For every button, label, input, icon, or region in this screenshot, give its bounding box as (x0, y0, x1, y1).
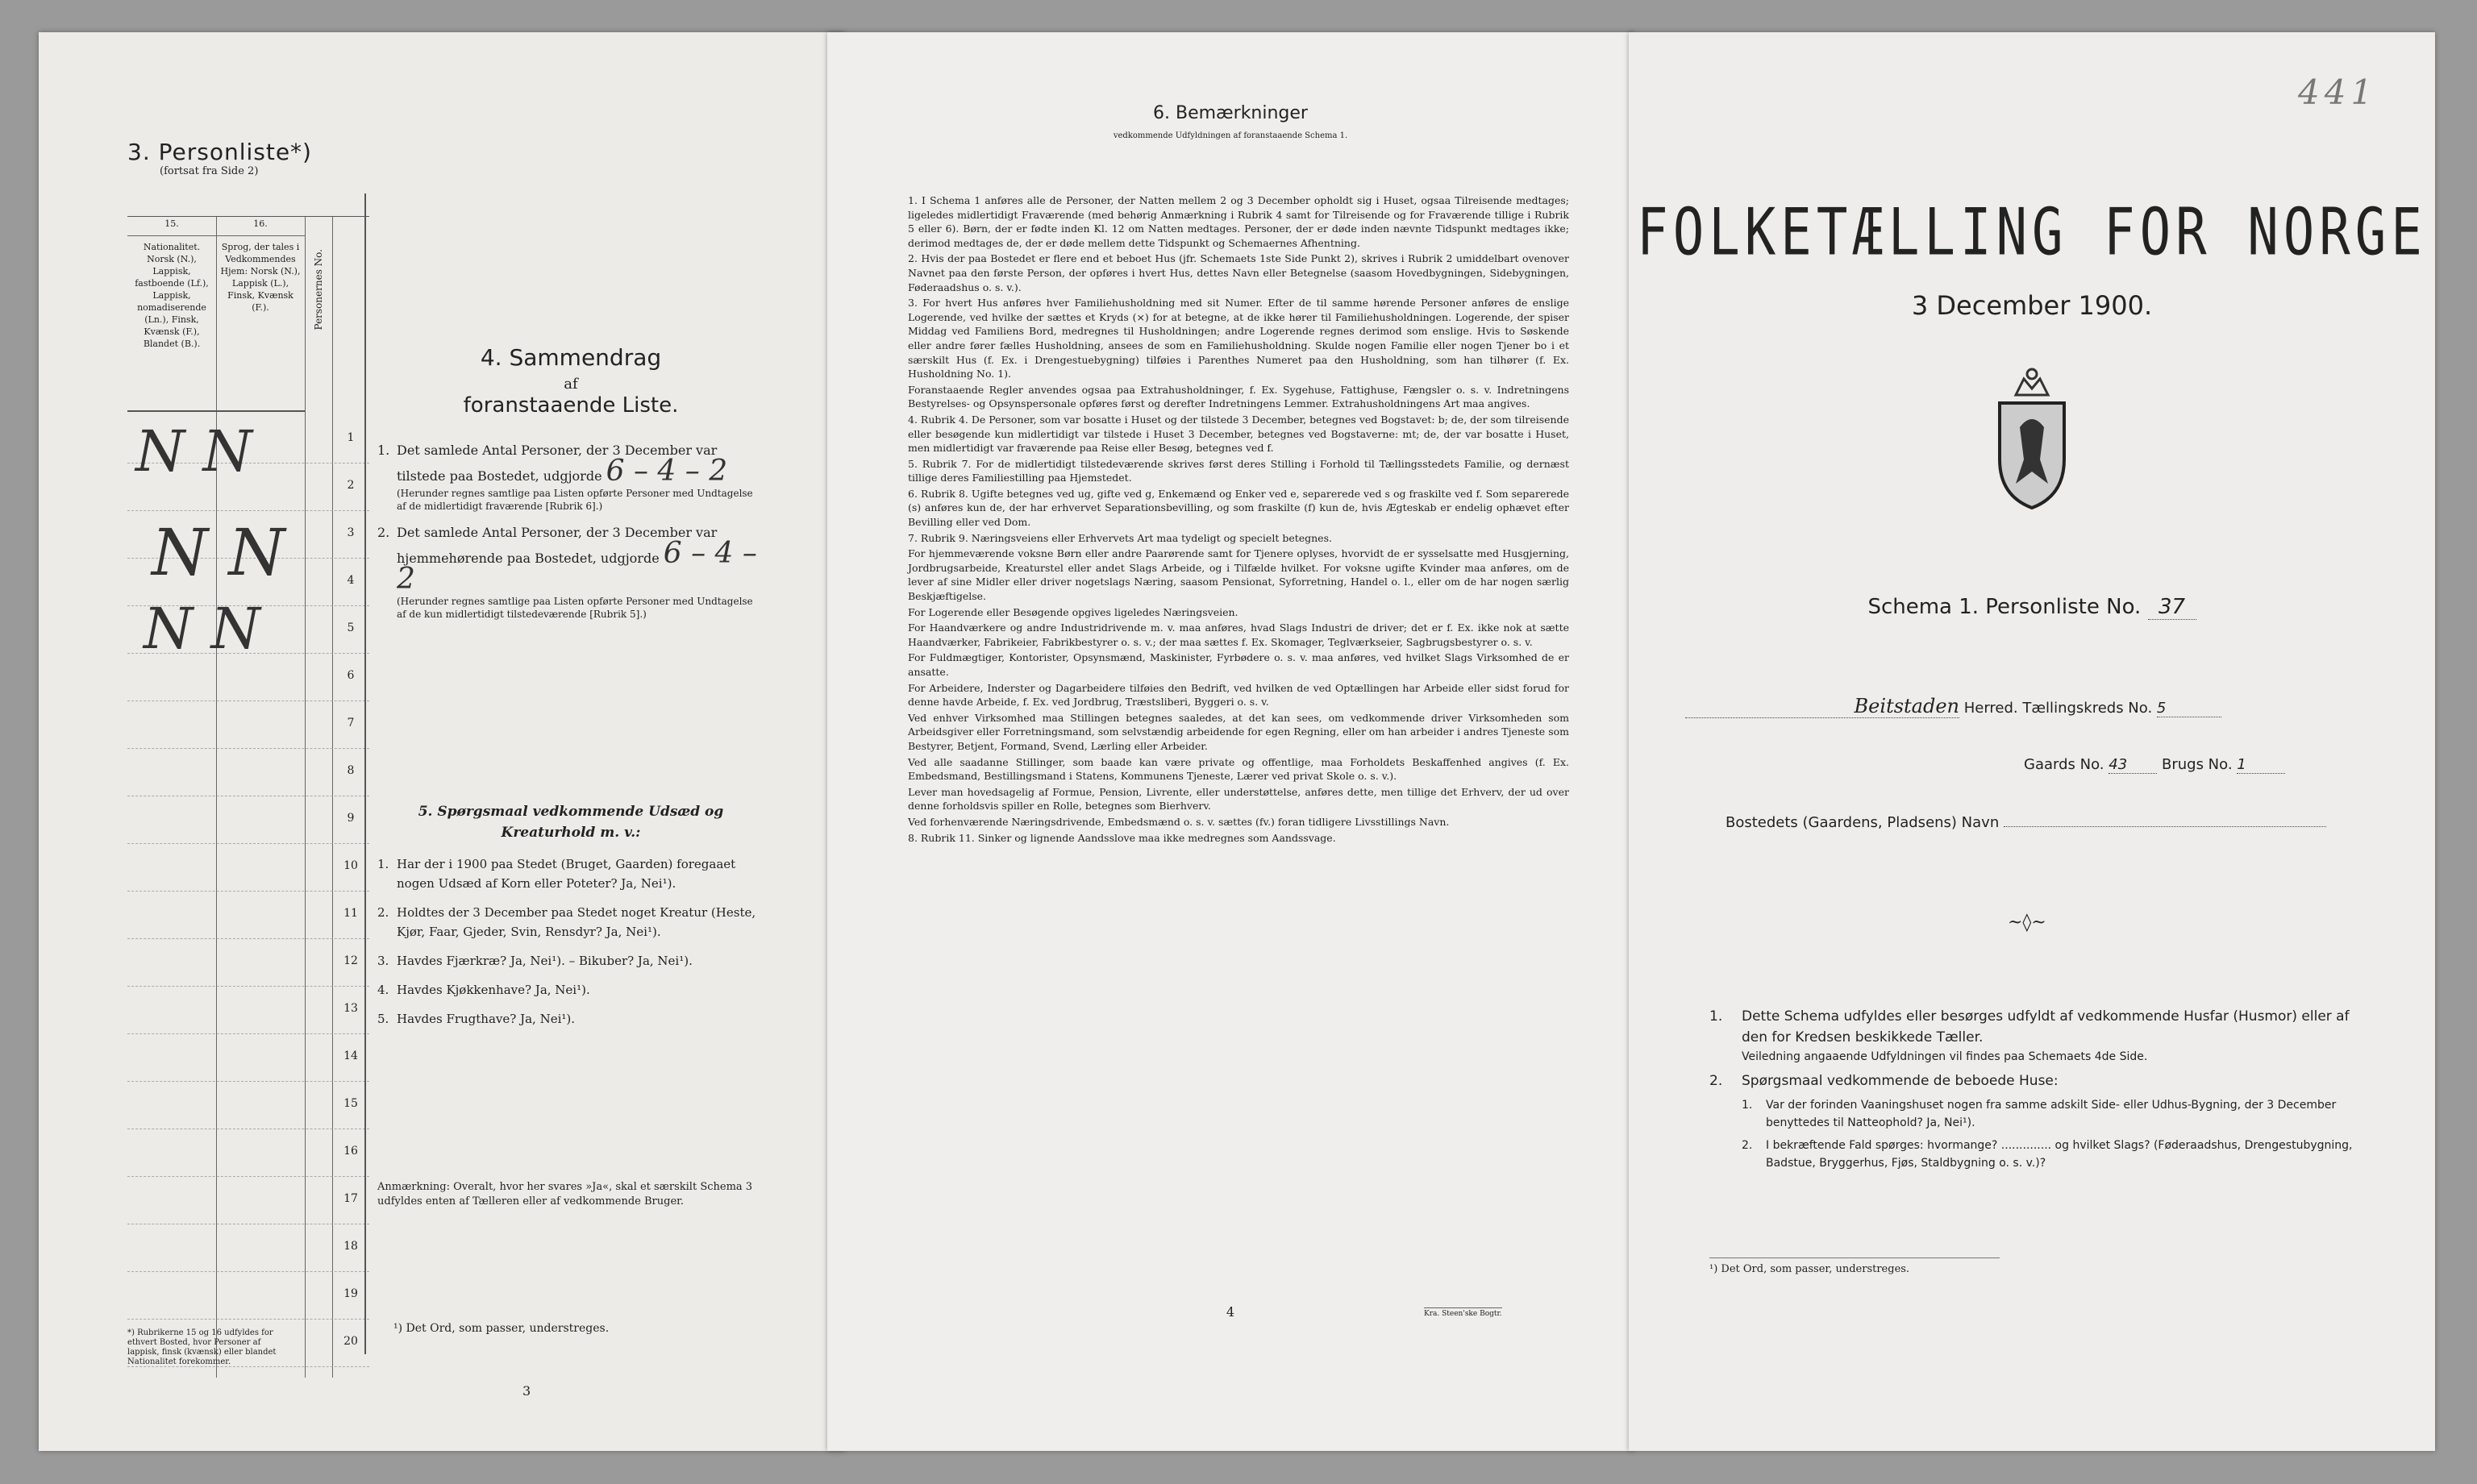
remark-1: 1. I Schema 1 anføres alle de Personer, der Natten mellem 2 og 3 December opholdt sig i Huset, ogsaa Tilreisende medtages; ligeledes midlertidigt Fraværende (med behørig Anmærkning i Rubrik 4 samt for Tilreisende og for Fraværende tillige i Rubrik 5 eller 6). Børn, der er fødte inden Kl. 12 om Natten medtages. Personer, der er døde inden nævnte Tidspunkt medtages ikke; derimod medtages de, der er døde mellem dette Tidspunkt og Schemaernes Afhentning. (908, 194, 1569, 249)
column-16-header: 16. (216, 217, 305, 236)
questions-title: 5. Spørgsmaal vedkommende Udsæd og Kreaturhold m. v.: (418, 804, 724, 841)
row-line (127, 510, 369, 511)
summary-item-1-text: Det samlede Antal Personer, der 3 December var tilstede paa Bostedet, udgjorde (397, 443, 718, 484)
archive-stamp: 441 (2298, 73, 2378, 112)
remark-3: 3. For hvert Hus anføres hver Familiehusholdning med sit Numer. Efter de til samme hørende Personer anføres de enslige Logerende, ved hvilke der sættes et Kryds (×) for at betegne, at de ikke hører til Familiehusholdningen. Logerende, der spiser Middag ved Familiens Bord, medregnes til Husholdningen; andre Logerende regnes derimod som enslige. Hvis to Søskende eller andre fører fælles Husholdning, ansees de som en Familiehusholdning. Skulde nogen Familie eller nogen Tjener bo i et særskilt Hus (f. Ex. i Drengestuebygning) tilføies i Parenthes Numeret paa den Husholdning, som han tilhører (f. Ex. Husholdning No. 1). (908, 297, 1569, 380)
question-3-text: Havdes Fjærkræ? Ja, Nei¹). – Bikuber? Ja, Nei¹). (397, 954, 693, 968)
remark-8: 8. Rubrik 11. Sinker og lignende Aandsslove maa ikke medregnes som Aandssvage. (908, 831, 1336, 844)
brugs-label: Brugs No. (2161, 756, 2233, 773)
remark-7h: Lever man hovedsagelig af Formue, Pension, Livrente, eller understøttelse, anføres dette, men tillige det Erhverv, der ud over denne forholdsvis spiller en Rolle, betegnes som Bierhverv. (908, 785, 1569, 813)
person-list (127, 139, 369, 1380)
question-2-text: Holdtes der 3 December paa Stedet noget Kreatur (Heste, Kjør, Faar, Gjeder, Svin, Rensdyr? Ja, Nei¹). (397, 905, 756, 939)
instruction-2-2-text: I bekræftende Fald spørges: hvormange? .............. og hvilket Slags? (Føderaadshus, Drengestubygning, Badstue, Bryggerhus, Fjøs, Staldbygning o. s. v.)? (1766, 1139, 2353, 1170)
summary-title: 4. Sammendrag (480, 344, 662, 371)
row-line (127, 1176, 369, 1177)
remark-5: 5. Rubrik 7. For de midlertidigt tilstedeværende skrives først deres Stilling i Forhold til Tællingsstedets Familie, og dernæst tillige deres Familiestilling paa Hjemstedet. (908, 457, 1569, 484)
row-number: 18 (343, 1240, 358, 1253)
column-17-header: Personernes No. (313, 249, 324, 330)
row-number: 8 (347, 764, 355, 777)
right-footnote: ¹) Det Ord, som passer, understreges. (1709, 1257, 2000, 1275)
remark-4: 4. Rubrik 4. De Personer, som var bosatte i Huset og der tilstede 3 December, betegnes ved Bogstavet: b; de, der som tilreisende eller besøgende kun midlertidigt var tilstede i Huset 3 December, betegnes ved Bogstaverne: mt; de, der var bosatte i Huset, men midlertidigt var fraværende paa Reise eller Besøg, betegnes ved f. (908, 413, 1569, 455)
row-number: 7 (347, 717, 355, 730)
instruction-1-sub: Veiledning angaaende Udfyldningen vil findes paa Schemaets 4de Side. (1742, 1050, 2148, 1063)
page-middle (827, 32, 1634, 1451)
row-number: 10 (343, 859, 358, 872)
row-line (127, 1033, 369, 1034)
printer-mark: Kra. Steen'ske Bogtr. (1424, 1307, 1502, 1318)
census-date: 3 December 1900. (1911, 290, 2153, 321)
summary-item-2-note: (Herunder regnes samtlige paa Listen opførte Personer med Undtagelse af de kun midlertidigt tilstedeværende [Rubrik 5].) (397, 596, 753, 620)
kreds-number: 5 (2157, 700, 2221, 717)
herred-label: Herred. (1963, 700, 2018, 717)
remark-7e: For Arbeidere, Inderster og Dagarbeidere tilføies den Bedrift, ved hvilken de ved Optællingen har Arbeide eller sidst forud for denne havde Arbeide, f. Ex. ved Jordbrug, Træstsliberi, Byggeri o. s. v. (908, 681, 1569, 709)
remark-7i: Ved forhenværende Næringsdrivende, Embedsmænd o. s. v. sættes (fv.) foran tidligere Livsstillings Navn. (908, 815, 1450, 828)
handwriting-mark-1: N N (135, 418, 252, 484)
remark-7g: Ved alle saadanne Stillinger, som baade kan være private og offentlige, maa Forholdets Beskaffenhed angives (f. Ex. Embedsmand, Bestillingsmand i Statens, Kommunens Tjeneste, Lærer ved privat Skole o. s. v.). (908, 755, 1569, 783)
row-line (127, 1081, 369, 1082)
bosted-line (1726, 814, 2326, 831)
left-footnote: ¹) Det Ord, som passer, understreges. (393, 1322, 610, 1335)
summary-af: af (564, 376, 578, 393)
schema-label: Schema 1. Personliste No. (1867, 595, 2142, 619)
ornament-icon: ~◊~ (2008, 912, 2046, 933)
herred-name: Beitstaden (1685, 695, 1959, 718)
row-number: 15 (343, 1097, 358, 1110)
remark-3b: Foranstaaende Regler anvendes ogsaa paa Extrahusholdninger, f. Ex. Sygehuse, Fattighuse, Fængsler o. s. v. Indretningens Bestyrelses- og Opsynspersonale opføres først og derefter Indretningens Lemmer. Extrahusholdningens Art maa angives. (908, 383, 1569, 410)
row-number: 13 (343, 1002, 358, 1015)
row-number: 20 (343, 1335, 358, 1348)
instruction-1-text: Dette Schema udfyldes eller besørges udfyldt af vedkommende Husfar (Husmor) eller af den for Kredsen beskikkede Tæller. (1742, 1008, 2350, 1045)
remark-7f: Ved enhver Virksomhed maa Stillingen betegnes saaledes, at det kan sees, om vedkommende driver Virksomheden som Arbeidsgiver eller Forretningsmand, som selvstændig arbeidende for egen Regning, eller om han arbeider i andres Tjeneste som Bestyrer, Betjent, Formand, Svend, Lærling eller Arbeider. (908, 711, 1569, 752)
row-line (127, 938, 369, 939)
remarks-body (908, 193, 1569, 846)
question-5-text: Havdes Frugthave? Ja, Nei¹). (397, 1012, 576, 1026)
remark-7c: For Haandværkere og andre Industridrivende m. v. maa anføres, hvad Slags Industri de driver; det er f. Ex. ikke nok at sætte Haandværker, Fabrikeier, Fabrikbestyrer o. s. v.; der maa sættes f. Ex. Skomager, Teglværkseier, Sagbrugsbestyrer o. s. v. (908, 621, 1569, 648)
row-number: 17 (343, 1192, 358, 1205)
middle-page-number: 4 (1226, 1304, 1235, 1320)
questions-section (377, 801, 764, 1038)
column-language (216, 217, 306, 1378)
instruction-2-1: 1. Var der forinden Vaaningshuset nogen fra samme adskilt Side- eller Udhus-Bygning, der 3 December benyttedes til Natteophold? Ja, Nei¹). (1742, 1099, 2337, 1129)
instruction-2-text: Spørgsmaal vedkommende de beboede Huse: (1742, 1073, 2059, 1089)
vertical-rule (364, 193, 366, 1354)
column-person-no (305, 217, 333, 1378)
question-4-text: Havdes Kjøkkenhave? Ja, Nei¹). (397, 983, 590, 997)
census-title: FOLKETÆLLING FOR NORGE (1637, 195, 2427, 271)
row-number: 14 (343, 1050, 358, 1062)
question-1-text: Har der i 1900 paa Stedet (Bruget, Gaarden) foregaaet nogen Udsæd af Korn eller Poteter? Ja, Nei¹). (397, 857, 736, 891)
herred-line (1685, 695, 2379, 718)
remark-7d: For Fuldmægtiger, Kontorister, Opsynsmænd, Maskinister, Fyrbødere o. s. v. maa anføres, ved hvilket Slags Virksomhed de er ansatte. (908, 651, 1569, 678)
coat-of-arms-icon (1984, 363, 2080, 516)
handwriting-mark-3: N N (144, 596, 260, 662)
row-number: 4 (347, 574, 355, 587)
row-number: 5 (347, 621, 355, 634)
remark-2: 2. Hvis der paa Bostedet er flere end et beboet Hus (jfr. Schemaets 1ste Side Punkt 2), skrives i Rubrik 2 umiddelbart ovenover Navnet paa den første Person, der opføres i hvert Hus, dettes Navn eller Betegnelse (saasom Hovedbygningen, Sidebygningen, Føderaadshus o. s. v.). (908, 252, 1569, 293)
remark-7b: For Logerende eller Besøgende opgives ligeledes Næringsveien. (908, 605, 1238, 618)
row-number: 6 (347, 669, 355, 682)
gaards-line (2024, 756, 2285, 774)
row-line (127, 891, 369, 892)
row-line (127, 1319, 369, 1320)
summary-subtitle: foranstaaende Liste. (463, 393, 679, 418)
left-page-number: 3 (522, 1383, 531, 1399)
question-3: 3. Havdes Fjærkræ? Ja, Nei¹). – Bikuber? Ja, Nei¹). (377, 954, 693, 968)
row-line (127, 843, 369, 844)
row-line (127, 700, 369, 701)
remark-7: 7. Rubrik 9. Næringsveiens eller Erhvervets Art maa tydeligt og specielt betegnes. (908, 531, 1332, 544)
column-16-text: Sprog, der tales i Vedkommendes Hjem: Norsk (N.), Lappisk (L.), Finsk, Kvænsk (F.). (216, 236, 305, 412)
bosted-label: Bostedets (Gaardens, Pladsens) Navn (1726, 814, 2000, 831)
kreds-label: Tællingskreds No. (2022, 700, 2153, 717)
column-15-text: Nationalitet. Norsk (N.), Lappisk, fastboende (Lf.), Lappisk, nomadiserende (Ln.), Finsk, Kvænsk (F.), Blandet (B.). (127, 236, 216, 412)
instruction-1: 1. Dette Schema udfyldes eller besørges udfyldt af vedkommende Husfar (Husmor) eller af den for Kredsen beskikkede Tæller. Veiledning angaaende Udfyldningen vil findes paa Schemaets 4de Side. (1709, 1006, 2371, 1066)
row-number: 2 (347, 479, 355, 492)
summary-item-1: 1. Det samlede Antal Personer, der 3 December var tilstede paa Bostedet, udgjorde 6 – 4 – 2 (Herunder regnes samtlige paa Listen opførte Personer med Undtagelse af de midlertidigt fraværende [Rubrik 6].) (377, 440, 764, 513)
remark-6: 6. Rubrik 8. Ugifte betegnes ved ug, gifte ved g, Enkemænd og Enker ved e, separerede ved s og fraskilte ved f. Som separerede (s) anføres kun de, der har erhvervet Separationsbevilling, og som fraskilte (f) kun de, hvis Ægteskab er endelig ophævet efter Bevilling eller ved Dom. (908, 487, 1569, 529)
row-line (127, 748, 369, 749)
question-5: 5. Havdes Frugthave? Ja, Nei¹). (377, 1012, 576, 1026)
row-number: 9 (347, 812, 355, 825)
summary-item-1-value: 6 – 4 – 2 (606, 455, 728, 488)
remarks-subtitle: vedkommende Udfyldningen af foranstaaende Schema 1. (1113, 131, 1348, 140)
question-4: 4. Havdes Kjøkkenhave? Ja, Nei¹). (377, 983, 590, 997)
page-right (1629, 32, 2435, 1451)
summary-section (377, 342, 764, 630)
row-number: 1 (347, 431, 355, 444)
summary-item-2: 2. Det samlede Antal Personer, der 3 December var hjemmehørende paa Bostedet, udgjorde 6 – 4 – 2 (Herunder regnes samtlige paa Listen opførte Personer med Undtagelse af de kun midlertidigt tilstedeværende [Rubrik 5].) (377, 522, 764, 621)
column-15-header: 15. (127, 217, 216, 236)
row-number: 16 (343, 1145, 358, 1158)
row-number: 12 (343, 954, 358, 967)
remark-note: Anmærkning: Overalt, hvor her svares »Ja«, skal et særskilt Schema 3 udfyldes enten af Tælleren eller af vedkommende Bruger. (377, 1181, 753, 1208)
row-line (127, 986, 369, 987)
bosted-value (2004, 826, 2326, 827)
schema-heading (1629, 595, 2435, 620)
remark-7a: For hjemmeværende voksne Børn eller andre Paarørende samt for Tjenere oplyses, hvorvidt de er sysselsatte med Husgjerning, Jordbrugsarbeide, Kreaturstel eller andet Slags Arbeide, og i Tilfælde hvilket. For voksne ugifte Kvinder maa anføres, om de lever af sine Midler eller driver nogetslags Næring, saasom Pensionat, Syforretning, Handel o. l., eller om de har nogen særlig Beskjæftigelse. (908, 547, 1569, 603)
question-2: 2. Holdtes der 3 December paa Stedet noget Kreatur (Heste, Kjør, Faar, Gjeder, Svin, Rensdyr? Ja, Nei¹). (377, 905, 756, 939)
person-list-subtitle: (fortsat fra Side 2) (160, 165, 259, 177)
summary-item-1-note: (Herunder regnes samtlige paa Listen opførte Personer med Undtagelse af de midlertidigt fraværende [Rubrik 6].) (397, 488, 753, 512)
row-number: 19 (343, 1287, 358, 1300)
instruction-2: 2. Spørgsmaal vedkommende de beboede Huse: (1709, 1073, 2059, 1089)
person-table (127, 216, 369, 1378)
summary-item-2-text: Det samlede Antal Personer, der 3 December var hjemmehørende paa Bostedet, udgjorde (397, 525, 718, 566)
handwriting-mark-2: N N (152, 515, 285, 590)
page-left (39, 32, 845, 1451)
row-number: 11 (343, 907, 358, 920)
schema-number: 37 (2148, 595, 2196, 620)
instructions (1709, 1006, 2371, 1177)
column-nationality (127, 217, 217, 1378)
instruction-2-2: 2. I bekræftende Fald spørges: hvormange? .............. og hvilket Slags? (Føderaadshus, Drengestubygning, Badstue, Bryggerhus, Fjøs, Staldbygning o. s. v.)? (1742, 1139, 2353, 1170)
instruction-2-1-text: Var der forinden Vaaningshuset nogen fra samme adskilt Side- eller Udhus-Bygning, der 3 December benyttedes til Natteophold? Ja, Nei¹). (1766, 1099, 2337, 1129)
question-1: 1. Har der i 1900 paa Stedet (Bruget, Gaarden) foregaaet nogen Udsæd af Korn eller Poteter? Ja, Nei¹). (377, 857, 736, 891)
remarks-title: 6. Bemærkninger (1153, 103, 1308, 123)
row-line (127, 1271, 369, 1272)
row-number: 3 (347, 526, 355, 539)
remarks-header (827, 103, 1634, 140)
summary-item-2-value: 6 – 4 – 2 (397, 537, 757, 596)
brugs-number: 1 (2237, 756, 2285, 774)
gaards-number: 43 (2109, 756, 2157, 774)
gaards-label: Gaards No. (2024, 756, 2104, 773)
nationality-footnote: *) Rubrikerne 15 og 16 udfyldes for ethvert Bosted, hvor Personer af lappisk, finsk (kvænsk) eller blandet Nationalitet forekommer. (127, 1328, 277, 1366)
person-list-title: 3. Personliste*) (127, 139, 312, 165)
